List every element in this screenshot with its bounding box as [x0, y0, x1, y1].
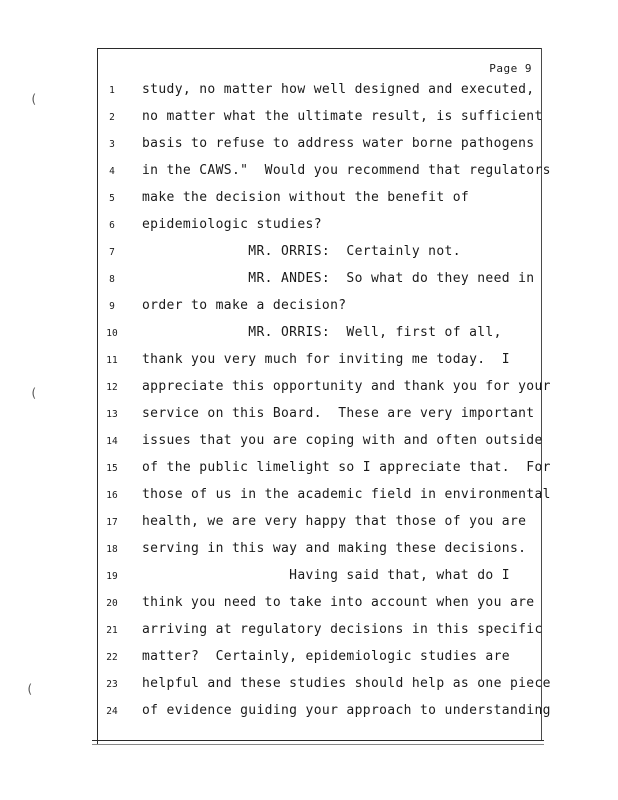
transcript-line: [0, 620, 618, 647]
line-number: 16: [106, 490, 118, 501]
line-text: issues that you are coping with and often outside: [142, 433, 543, 448]
line-text: health, we are very happy that those of you are: [142, 514, 527, 529]
transcript-line: [0, 593, 618, 620]
transcript-line: [0, 458, 618, 485]
line-number: 3: [109, 139, 115, 150]
transcript-line: [0, 242, 618, 269]
line-number: 14: [106, 436, 118, 447]
line-number: 4: [109, 166, 115, 177]
line-text: basis to refuse to address water borne pathogens: [142, 136, 535, 151]
line-number: 13: [106, 409, 118, 420]
line-text: matter? Certainly, epidemiologic studies are: [142, 649, 510, 664]
line-number: 7: [109, 247, 115, 258]
line-number: 18: [106, 544, 118, 555]
transcript-line: [0, 350, 618, 377]
line-number: 17: [106, 517, 118, 528]
page-number-label: Page 9: [489, 62, 532, 75]
transcript-line: [0, 161, 618, 188]
transcript-line: [0, 701, 618, 728]
page-border-top: [97, 48, 541, 49]
transcript-line: [0, 647, 618, 674]
line-number: 21: [106, 625, 118, 636]
line-text: order to make a decision?: [142, 298, 347, 313]
transcript-line: [0, 107, 618, 134]
transcript-line: [0, 431, 618, 458]
line-text: thank you very much for inviting me today. I: [142, 352, 510, 367]
line-text: service on this Board. These are very important: [142, 406, 535, 421]
transcript-line: [0, 269, 618, 296]
line-number: 19: [106, 571, 118, 582]
transcript-line: [0, 80, 618, 107]
line-text: MR. ORRIS: Certainly not.: [142, 244, 461, 259]
line-text: no matter what the ultimate result, is sufficient: [142, 109, 543, 124]
line-number: 23: [106, 679, 118, 690]
line-text: those of us in the academic field in environmental: [142, 487, 551, 502]
line-text: serving in this way and making these decisions.: [142, 541, 527, 556]
line-number: 9: [109, 301, 115, 312]
line-text: epidemiologic studies?: [142, 217, 322, 232]
transcript-line: [0, 377, 618, 404]
line-text: of the public limelight so I appreciate that. For: [142, 460, 551, 475]
line-number: 5: [109, 193, 115, 204]
line-number: 20: [106, 598, 118, 609]
line-text: study, no matter how well designed and executed,: [142, 82, 535, 97]
transcript-line: [0, 485, 618, 512]
transcript-line: [0, 566, 618, 593]
page-border-bottom-shadow: [92, 744, 544, 745]
transcript-line: [0, 539, 618, 566]
transcript-line: [0, 296, 618, 323]
scan-speck-mark: (: [26, 682, 34, 696]
line-number: 2: [109, 112, 115, 123]
line-number: 22: [106, 652, 118, 663]
line-number: 15: [106, 463, 118, 474]
transcript-line: [0, 323, 618, 350]
line-text: Having said that, what do I: [142, 568, 510, 583]
line-text: arriving at regulatory decisions in this specific: [142, 622, 543, 637]
line-number: 10: [106, 328, 118, 339]
line-text: think you need to take into account when you are: [142, 595, 535, 610]
line-text: in the CAWS." Would you recommend that regulators: [142, 163, 551, 178]
line-number: 12: [106, 382, 118, 393]
line-number: 1: [109, 85, 115, 96]
line-text: helpful and these studies should help as one piece: [142, 676, 551, 691]
line-text: make the decision without the benefit of: [142, 190, 470, 205]
transcript-line: [0, 134, 618, 161]
line-text: MR. ORRIS: Well, first of all,: [142, 325, 502, 340]
transcript-line: [0, 674, 618, 701]
line-number: 11: [106, 355, 118, 366]
line-number: 6: [109, 220, 115, 231]
transcript-line: [0, 512, 618, 539]
line-number: 24: [106, 706, 118, 717]
line-text: MR. ANDES: So what do they need in: [142, 271, 535, 286]
transcript-line: [0, 404, 618, 431]
page-border-bottom: [92, 740, 544, 741]
line-text: appreciate this opportunity and thank you for your: [142, 379, 551, 394]
transcript-line: [0, 188, 618, 215]
line-number: 8: [109, 274, 115, 285]
transcript-line: [0, 215, 618, 242]
scan-speck-mark: (: [30, 92, 38, 106]
scan-speck-mark: (: [30, 386, 38, 400]
line-text: of evidence guiding your approach to understanding: [142, 703, 551, 718]
